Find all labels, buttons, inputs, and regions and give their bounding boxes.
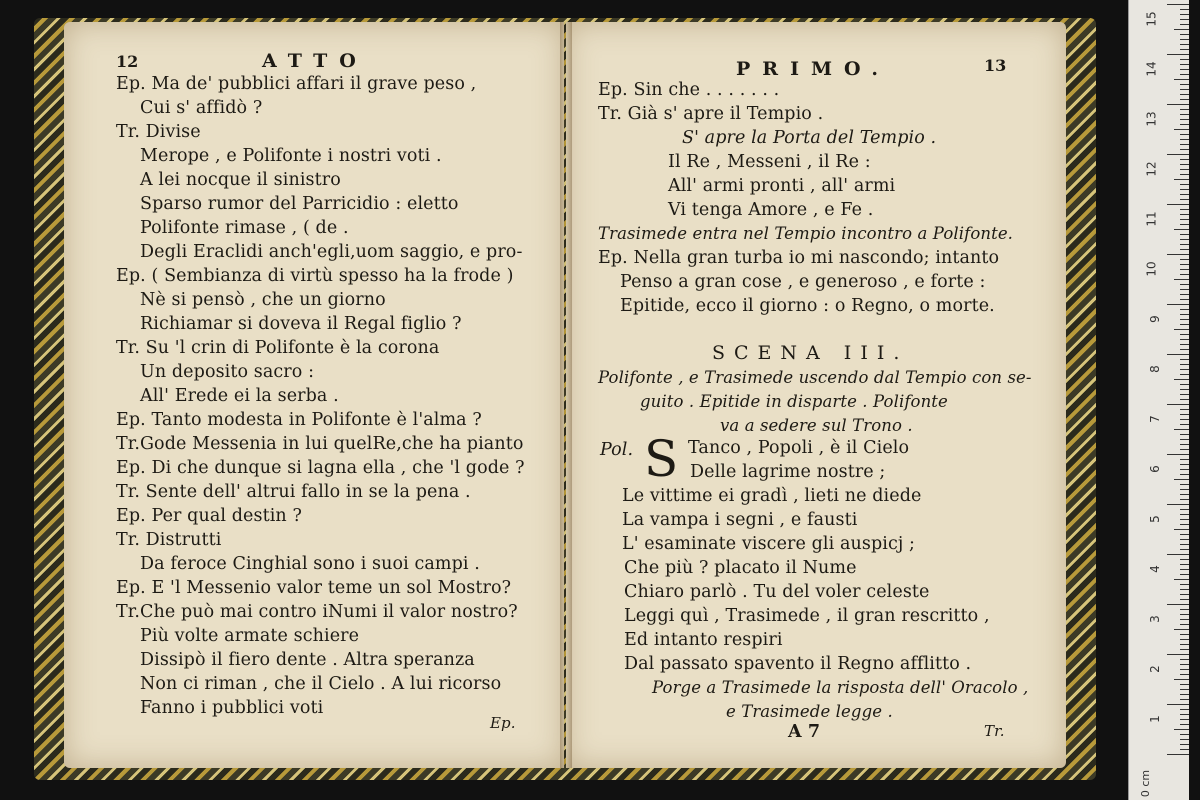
text-line: La vampa i segni , e fausti: [622, 510, 858, 530]
ruler-tick: [1180, 734, 1189, 735]
text-line: Un deposito sacro :: [140, 362, 315, 382]
ruler-tick: [1180, 149, 1189, 150]
ruler-tick: [1167, 754, 1189, 755]
ruler-tick: [1180, 219, 1189, 220]
ruler-tick: [1180, 164, 1189, 165]
text-line: Dal passato spavento il Regno afflitto .: [624, 654, 972, 674]
stage-direction: va a sedere sul Trono .: [720, 416, 913, 435]
ruler-tick: [1180, 324, 1189, 325]
text-line: Degli Eraclidi anch'egli,uom saggio, e pro-: [140, 242, 523, 262]
ruler-tick: [1180, 184, 1189, 185]
ruler-tick: [1180, 649, 1189, 650]
ruler-tick: [1180, 224, 1189, 225]
ruler-tick: [1180, 619, 1189, 620]
ruler-tick: [1180, 494, 1189, 495]
ruler-tick: [1180, 369, 1189, 370]
text-line: Penso a gran cose , e generoso , e forte :: [620, 272, 986, 292]
ruler-unit: 0 cm: [1138, 769, 1152, 798]
ruler-tick: [1174, 529, 1189, 530]
ruler-tick: [1180, 414, 1189, 415]
ruler-tick: [1180, 34, 1189, 35]
ruler-tick: [1180, 674, 1189, 675]
ruler-tick: [1174, 379, 1189, 380]
ruler-number: 3: [1148, 615, 1163, 623]
ruler-tick: [1174, 129, 1189, 130]
ruler-tick: [1180, 174, 1189, 175]
ruler-tick: [1180, 39, 1189, 40]
ruler-tick: [1180, 724, 1189, 725]
ruler-tick: [1180, 234, 1189, 235]
ruler-tick: [1180, 249, 1189, 250]
right-page-number: 13: [984, 56, 1007, 75]
ruler-number: 11: [1144, 211, 1159, 227]
ruler-tick: [1167, 704, 1189, 705]
ruler-tick: [1180, 489, 1189, 490]
stage-direction: S' apre la Porta del Tempio .: [682, 128, 937, 148]
ruler-tick: [1180, 74, 1189, 75]
ruler-tick: [1180, 84, 1189, 85]
text-line: Fanno i pubblici voti: [140, 698, 324, 718]
text-line: Ep. Per qual destin ?: [116, 506, 302, 526]
ruler-number: 15: [1144, 11, 1159, 27]
ruler-tick: [1180, 589, 1189, 590]
text-line: Ep. Tanto modesta in Polifonte è l'alma ?: [116, 410, 482, 430]
right-catchword: Tr.: [984, 722, 1005, 740]
ruler-tick: [1180, 69, 1189, 70]
ruler-number: 6: [1148, 465, 1163, 473]
ruler-tick: [1174, 629, 1189, 630]
ruler-tick: [1180, 744, 1189, 745]
text-line: Tr. Divise: [116, 122, 201, 142]
ruler-tick: [1174, 479, 1189, 480]
text-line: Epitide, ecco il giorno : o Regno, o morte.: [620, 296, 995, 316]
ruler-tick: [1167, 254, 1189, 255]
ruler-tick: [1180, 524, 1189, 525]
ruler-tick: [1180, 399, 1189, 400]
ruler-tick: [1180, 519, 1189, 520]
ruler-tick: [1167, 604, 1189, 605]
ruler-tick: [1180, 624, 1189, 625]
ruler-tick: [1180, 364, 1189, 365]
ruler-tick: [1180, 599, 1189, 600]
stage-direction: e Trasimede legge .: [726, 702, 893, 721]
ruler-number: 9: [1148, 315, 1163, 323]
ruler-number: 5: [1148, 515, 1163, 523]
text-line: Chiaro parlò . Tu del voler celeste: [624, 582, 930, 602]
ruler-tick: [1180, 549, 1189, 550]
ruler-tick: [1180, 169, 1189, 170]
ruler-tick: [1167, 54, 1189, 55]
ruler-tick: [1180, 439, 1189, 440]
ruler-tick: [1174, 179, 1189, 180]
ruler-tick: [1180, 109, 1189, 110]
ruler-number: 8: [1148, 365, 1163, 373]
ruler-number: 13: [1144, 111, 1159, 127]
ruler-tick: [1167, 304, 1189, 305]
ruler-number: 7: [1148, 415, 1163, 423]
ruler-number: 1: [1148, 715, 1163, 723]
text-line: Non ci riman , che il Cielo . A lui ricorso: [140, 674, 502, 694]
ruler-number: 14: [1144, 61, 1159, 77]
ruler-tick: [1180, 199, 1189, 200]
text-line: Merope , e Polifonte i nostri voti .: [140, 146, 442, 166]
ruler-tick: [1174, 29, 1189, 30]
ruler-tick: [1180, 634, 1189, 635]
ruler-tick: [1180, 349, 1189, 350]
ruler-tick: [1180, 99, 1189, 100]
ruler-tick: [1180, 49, 1189, 50]
ruler-tick: [1167, 154, 1189, 155]
ruler-tick: [1180, 339, 1189, 340]
ruler-tick: [1180, 719, 1189, 720]
right-running-header: PRIMO.: [736, 58, 891, 80]
ruler-tick: [1174, 729, 1189, 730]
ruler-tick: [1174, 329, 1189, 330]
ruler-tick: [1180, 384, 1189, 385]
ruler-tick: [1174, 79, 1189, 80]
text-line: Nè si pensò , che un giorno: [140, 290, 386, 310]
measuring-ruler: [1128, 0, 1189, 800]
ruler-tick: [1180, 239, 1189, 240]
ruler-tick: [1180, 214, 1189, 215]
left-catchword: Ep.: [490, 714, 516, 732]
ruler-tick: [1180, 9, 1189, 10]
text-line: Tr. Sente dell' altrui fallo in se la pena .: [116, 482, 471, 502]
ruler-tick: [1180, 134, 1189, 135]
ruler-tick: [1180, 269, 1189, 270]
ruler-tick: [1167, 354, 1189, 355]
text-line: Tr. Distrutti: [116, 530, 222, 550]
ruler-tick: [1174, 679, 1189, 680]
text-line: Ed intanto respiri: [624, 630, 783, 650]
ruler-tick: [1180, 344, 1189, 345]
text-line: Ep. E 'l Messenio valor teme un sol Mostro?: [116, 578, 512, 598]
text-line: Tr.Che può mai contro iNumi il valor nostro?: [116, 602, 518, 622]
text-line: Ep. ( Sembianza di virtù spesso ha la frode ): [116, 266, 514, 286]
stage-direction: Polifonte , e Trasimede uscendo dal Tempio con se-: [598, 368, 1032, 387]
ruler-tick: [1180, 159, 1189, 160]
ruler-tick: [1180, 424, 1189, 425]
ruler-tick: [1180, 89, 1189, 90]
ruler-tick: [1180, 539, 1189, 540]
ruler-tick: [1180, 669, 1189, 670]
ruler-tick: [1180, 534, 1189, 535]
ruler-tick: [1180, 24, 1189, 25]
ruler-tick: [1180, 509, 1189, 510]
ruler-tick: [1180, 714, 1189, 715]
ruler-tick: [1180, 594, 1189, 595]
ruler-tick: [1180, 314, 1189, 315]
text-line: Leggi quì , Trasimede , il gran rescritto ,: [624, 606, 990, 626]
ruler-tick: [1180, 544, 1189, 545]
ruler-tick: [1180, 394, 1189, 395]
ruler-tick: [1167, 454, 1189, 455]
ruler-tick: [1167, 204, 1189, 205]
ruler-tick: [1180, 64, 1189, 65]
stage-direction: Trasimede entra nel Tempio incontro a Polifonte.: [598, 224, 1014, 243]
ruler-tick: [1180, 144, 1189, 145]
ruler-tick: [1180, 459, 1189, 460]
ruler-tick: [1180, 444, 1189, 445]
text-line: L' esaminate viscere gli auspicj ;: [622, 534, 916, 554]
ruler-tick: [1180, 44, 1189, 45]
ruler-tick: [1180, 124, 1189, 125]
text-line: Il Re , Messeni , il Re :: [668, 152, 871, 172]
ruler-tick: [1180, 449, 1189, 450]
text-line: Le vittime ei gradì , lieti ne diede: [622, 486, 922, 506]
ruler-tick: [1180, 614, 1189, 615]
ruler-tick: [1174, 279, 1189, 280]
text-line: All' armi pronti , all' armi: [668, 176, 896, 196]
ruler-tick: [1180, 244, 1189, 245]
left-running-header: ATTO: [262, 50, 368, 72]
ruler-tick: [1180, 274, 1189, 275]
ruler-tick: [1180, 574, 1189, 575]
ruler-tick: [1174, 229, 1189, 230]
ruler-tick: [1180, 434, 1189, 435]
text-line: Tanco , Popoli , è il Cielo: [688, 438, 910, 458]
text-line: Dissipò il fiero dente . Altra speranza: [140, 650, 475, 670]
ruler-tick: [1180, 319, 1189, 320]
ruler-number: 12: [1144, 161, 1159, 177]
text-line: Sparso rumor del Parricidio : eletto: [140, 194, 459, 214]
signature-mark: A 7: [788, 722, 821, 742]
ruler-tick: [1180, 409, 1189, 410]
ruler-tick: [1180, 259, 1189, 260]
text-line: Ep. Nella gran turba io mi nascondo; intanto: [598, 248, 1000, 268]
left-page-number: 12: [116, 52, 139, 71]
ruler-number: 4: [1148, 565, 1163, 573]
text-line: Richiamar si doveva il Regal figlio ?: [140, 314, 462, 334]
ruler-tick: [1180, 374, 1189, 375]
text-line: Ep. Sin che . . . . . . .: [598, 80, 780, 100]
ruler-tick: [1180, 209, 1189, 210]
ruler-tick: [1180, 469, 1189, 470]
ruler-tick: [1180, 119, 1189, 120]
ruler-tick: [1180, 14, 1189, 15]
ruler-tick: [1180, 644, 1189, 645]
ruler-tick: [1174, 429, 1189, 430]
ruler-tick: [1180, 749, 1189, 750]
text-line: Polifonte rimase , ( de .: [140, 218, 349, 238]
ruler-tick: [1180, 334, 1189, 335]
text-line: Tr. Su 'l crin di Polifonte è la corona: [116, 338, 440, 358]
text-line: Che più ? placato il Nume: [624, 558, 857, 578]
text-line: Ep. Ma de' pubblici affari il grave peso ,: [116, 74, 477, 94]
text-line: Delle lagrime nostre ;: [690, 462, 886, 482]
ruler-tick: [1180, 309, 1189, 310]
ruler-tick: [1180, 499, 1189, 500]
text-line: A lei nocque il sinistro: [140, 170, 341, 190]
ruler-tick: [1180, 609, 1189, 610]
text-line: Tr.Gode Messenia in lui quelRe,che ha pianto: [116, 434, 524, 454]
ruler-tick: [1180, 389, 1189, 390]
ruler-tick: [1180, 564, 1189, 565]
ruler-tick: [1167, 504, 1189, 505]
ruler-tick: [1174, 579, 1189, 580]
text-line: Cui s' affidò ?: [140, 98, 263, 118]
text-line: Tr. Già s' apre il Tempio .: [598, 104, 824, 124]
text-line: Da feroce Cinghial sono i suoi campi .: [140, 554, 480, 574]
ruler-tick: [1167, 554, 1189, 555]
ruler-tick: [1180, 189, 1189, 190]
ruler-number: 10: [1144, 261, 1159, 277]
stage-direction: Porge a Trasimede la risposta dell' Oracolo ,: [652, 678, 1029, 697]
text-line: All' Erede ei la serba .: [140, 386, 339, 406]
ruler-tick: [1180, 694, 1189, 695]
ruler-tick: [1180, 664, 1189, 665]
ruler-tick: [1180, 464, 1189, 465]
ruler-tick: [1180, 659, 1189, 660]
stage-direction: guito . Epitide in disparte . Polifonte: [640, 392, 948, 411]
ruler-tick: [1180, 639, 1189, 640]
ruler-tick: [1180, 19, 1189, 20]
ruler-tick: [1180, 569, 1189, 570]
ruler-tick: [1180, 584, 1189, 585]
text-line: Più volte armate schiere: [140, 626, 360, 646]
ruler-tick: [1180, 689, 1189, 690]
ruler-tick: [1180, 684, 1189, 685]
ruler-tick: [1180, 289, 1189, 290]
ruler-tick: [1180, 559, 1189, 560]
ruler-tick: [1180, 359, 1189, 360]
book-gutter: [560, 22, 572, 768]
ruler-tick: [1180, 139, 1189, 140]
ruler-tick: [1180, 419, 1189, 420]
ruler-tick: [1180, 699, 1189, 700]
ruler-tick: [1180, 739, 1189, 740]
ruler-tick: [1180, 264, 1189, 265]
ruler-tick: [1180, 474, 1189, 475]
ruler-tick: [1180, 114, 1189, 115]
ruler-tick: [1167, 404, 1189, 405]
ruler-tick: [1167, 104, 1189, 105]
ruler-tick: [1180, 94, 1189, 95]
drop-cap: S: [644, 430, 679, 488]
ruler-tick: [1180, 514, 1189, 515]
scene-title: SCENA III.: [712, 342, 909, 364]
ruler-tick: [1180, 294, 1189, 295]
ruler-tick: [1180, 59, 1189, 60]
ruler-tick: [1180, 284, 1189, 285]
speaker-label: Pol.: [600, 440, 634, 460]
ruler-tick: [1180, 484, 1189, 485]
text-line: Ep. Di che dunque si lagna ella , che 'l gode ?: [116, 458, 525, 478]
ruler-tick: [1167, 654, 1189, 655]
ruler-tick: [1180, 299, 1189, 300]
ruler-tick: [1180, 194, 1189, 195]
ruler-tick: [1180, 709, 1189, 710]
ruler-tick: [1167, 4, 1189, 5]
text-line: Vi tenga Amore , e Fe .: [668, 200, 874, 220]
ruler-number: 2: [1148, 665, 1163, 673]
